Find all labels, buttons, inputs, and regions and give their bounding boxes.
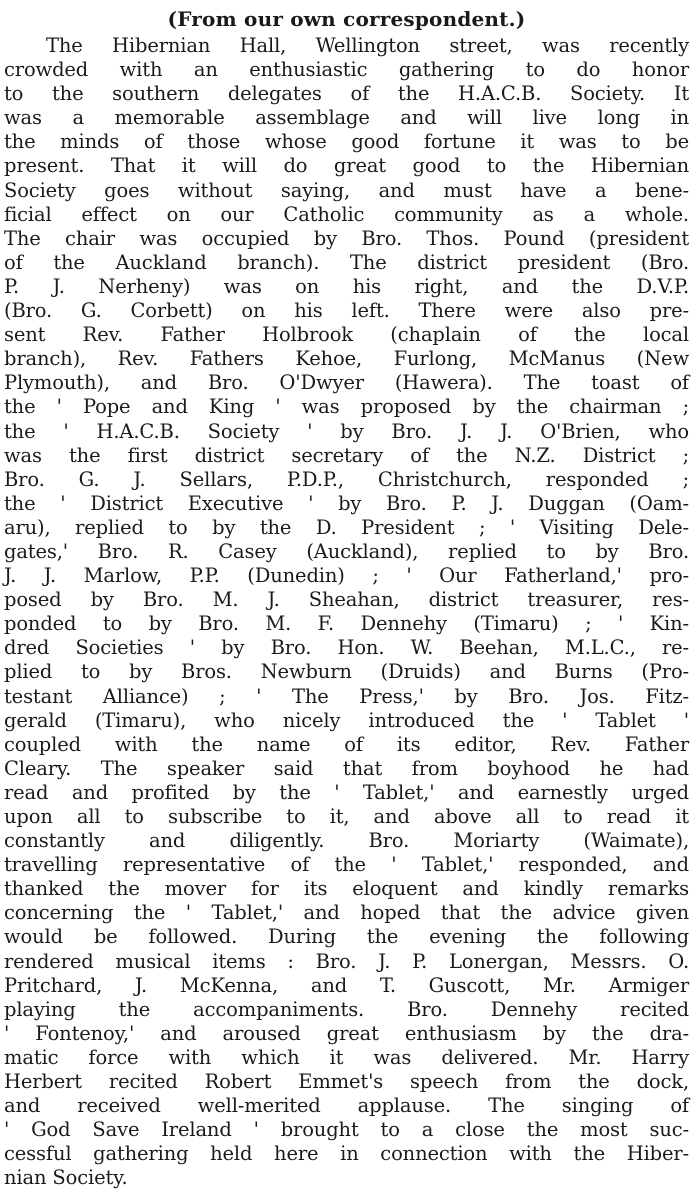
article-line: aru), replied to by the D. President ; ' Visiting Dele-: [4, 515, 689, 539]
article-line: travelling representative of the ' Tablet,' responded, and: [4, 853, 689, 877]
article-line: The chair was occupied by Bro. Thos. Pound (president: [4, 226, 689, 250]
article-line: would be followed. During the evening the following: [4, 925, 689, 949]
article-line: the ' Pope and King ' was proposed by the chairman ;: [4, 395, 689, 419]
article-line: gates,' Bro. R. Casey (Auckland), replied to by Bro.: [4, 539, 689, 563]
article-line: matic force with which it was delivered. Mr. Harry: [4, 1045, 689, 1069]
article-line: rendered musical items : Bro. J. P. Lonergan, Messrs. O.: [4, 949, 689, 973]
article-line: ' Fontenoy,' and aroused great enthusiasm by the dra-: [4, 1021, 689, 1045]
article-line: thanked the mover for its eloquent and kindly remarks: [4, 877, 689, 901]
article-line: The Hibernian Hall, Wellington street, was recently: [46, 34, 689, 57]
correspondent-heading: (From our own correspondent.): [167, 7, 526, 31]
article-line: Pritchard, J. McKenna, and T. Guscott, Mr. Armiger: [4, 973, 689, 997]
article-line: dred Societies ' by Bro. Hon. W. Beehan, M.L.C., re-: [4, 636, 689, 660]
article-line: of the Auckland branch). The district president (Bro.: [4, 250, 689, 274]
article-line: Bro. G. J. Sellars, P.D.P., Christchurch, responded ;: [4, 467, 689, 491]
article-line: crowded with an enthusiastic gathering to do honor: [4, 58, 689, 82]
article-line: coupled with the name of its editor, Rev. Father: [4, 732, 689, 756]
article-line: posed by Bro. M. J. Sheahan, district treasurer, res-: [4, 588, 689, 612]
article-line: (Bro. G. Corbett) on his left. There were also pre-: [4, 299, 689, 323]
article-line: P. J. Nerheny) was on his right, and the D.V.P.: [4, 274, 689, 298]
article-line: playing the accompaniments. Bro. Dennehy recited: [4, 997, 689, 1021]
article-line: read and profited by the ' Tablet,' and earnestly urged: [4, 780, 689, 804]
article-line: gerald (Timaru), who nicely introduced the ' Tablet ': [4, 708, 689, 732]
article-line: the ' District Executive ' by Bro. P. J. Duggan (Oam-: [4, 491, 689, 515]
article-line: concerning the ' Tablet,' and hoped that the advice given: [4, 901, 689, 925]
article-line: Herbert recited Robert Emmet's speech from the dock,: [4, 1070, 689, 1094]
article-line: the ' H.A.C.B. Society ' by Bro. J. J. O'Brien, who: [4, 419, 689, 443]
article-line: Plymouth), and Bro. O'Dwyer (Hawera). The toast of: [4, 371, 689, 395]
article-line: to the southern delegates of the H.A.C.B. Society. It: [4, 82, 689, 106]
article-line: constantly and diligently. Bro. Moriarty (Waimate),: [4, 829, 689, 853]
article-body: [4, 34, 689, 1191]
article-line: sent Rev. Father Holbrook (chaplain of the local: [4, 323, 689, 347]
article-line: testant Alliance) ; ' The Press,' by Bro. Jos. Fitz-: [4, 684, 689, 708]
article-line: was the first district secretary of the N.Z. District ;: [4, 443, 689, 467]
article-line: J. J. Marlow, P.P. (Dunedin) ; ' Our Fatherland,' pro-: [4, 564, 689, 588]
article-line: nian Society.: [4, 1166, 128, 1190]
article-line: and received well-merited applause. The singing of: [4, 1094, 689, 1118]
article-line: ' God Save Ireland ' brought to a close the most suc-: [4, 1118, 689, 1142]
article-line: ponded to by Bro. M. F. Dennehy (Timaru) ; ' Kin-: [4, 612, 689, 636]
article-line: Society goes without saying, and must have a bene-: [4, 178, 689, 202]
article-line: branch), Rev. Fathers Kehoe, Furlong, McManus (New: [4, 347, 689, 371]
article-line: the minds of those whose good fortune it was to be: [4, 130, 689, 154]
article-line: present. That it will do great good to the Hibernian: [4, 154, 689, 178]
article-line: was a memorable assemblage and will live long in: [4, 106, 689, 130]
article-line: ficial effect on our Catholic community as a whole.: [4, 202, 689, 226]
article-line: upon all to subscribe to it, and above all to read it: [4, 805, 689, 828]
article-line: Cleary. The speaker said that from boyhood he had: [4, 756, 689, 780]
article-line: cessful gathering held here in connection with the Hiber-: [4, 1142, 689, 1166]
article-line: plied to by Bros. Newburn (Druids) and Burns (Pro-: [4, 660, 689, 684]
